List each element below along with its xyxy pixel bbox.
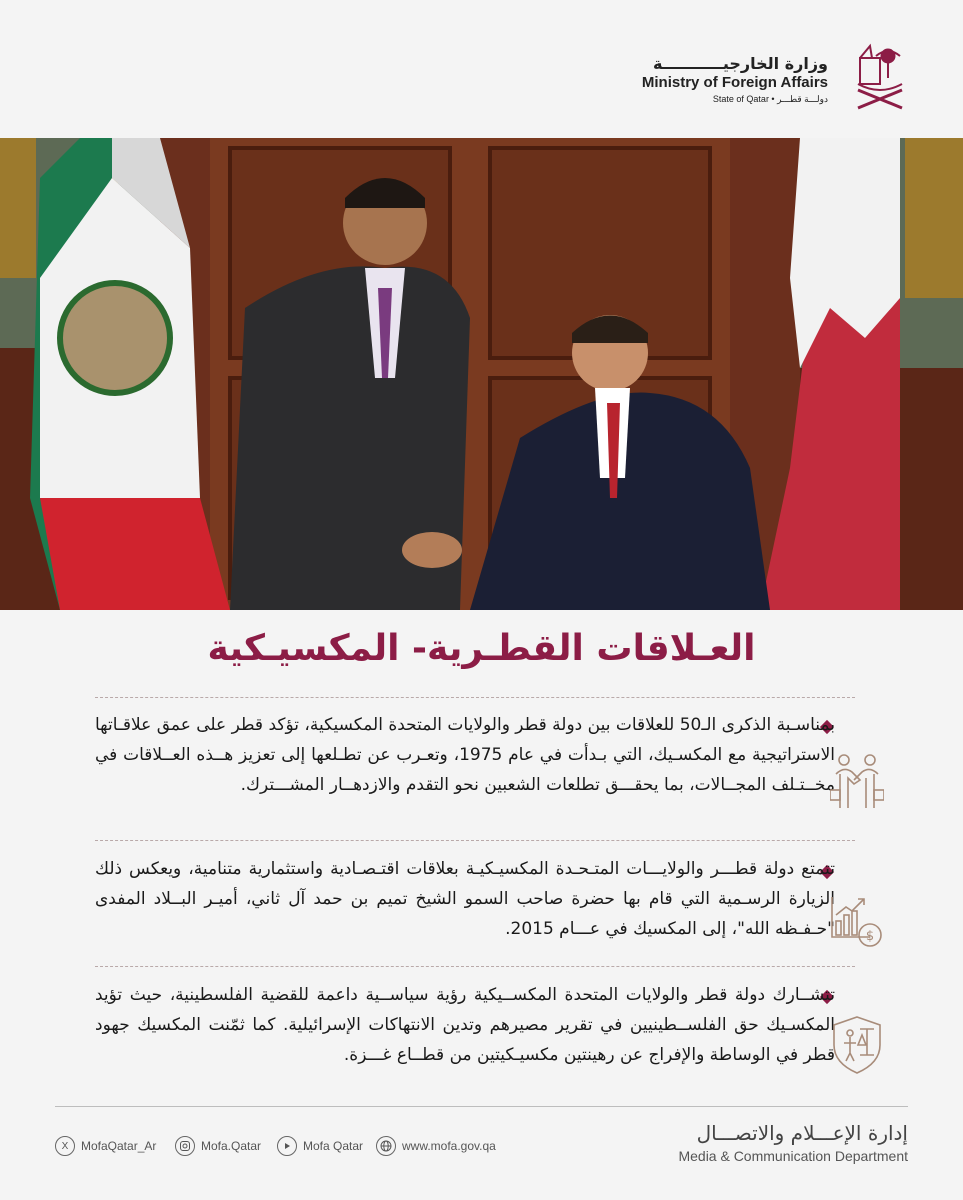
qatar-emblem-icon bbox=[852, 38, 908, 112]
divider bbox=[95, 840, 855, 841]
social-link-youtube[interactable] bbox=[277, 1134, 363, 1158]
ministry-name-en: Ministry of Foreign Affairs bbox=[641, 74, 828, 91]
shield-justice-icon bbox=[830, 1015, 884, 1075]
youtube-icon bbox=[277, 1136, 297, 1156]
footer-divider bbox=[55, 1106, 908, 1107]
x-icon: X bbox=[55, 1136, 75, 1156]
social-link-instagram[interactable] bbox=[175, 1134, 261, 1158]
page-title: العـلاقات القطـرية- المكسيـكية bbox=[207, 628, 756, 669]
ministry-logo-text bbox=[642, 55, 828, 105]
social-label: Mofa.Qatar bbox=[201, 1139, 262, 1153]
ministry-name-ar: وزارة الخارجيـــــــــــة bbox=[652, 54, 828, 73]
divider bbox=[95, 966, 855, 967]
globe-icon bbox=[376, 1136, 396, 1156]
paragraph-economy: تتمتع دولة قطـــر والولايـــات المتـحـدة المكسيـكيـة بعلاقات اقتـصـادية واستثمارية متنامية، ويعكس ذلك الزيارة الرسـمية التي قام بها حضرة صاحب السمو الشيخ تميم بن حمد آل ثاني، أميـر البــلاد المفدى "حـفـظه الله"، إلى المكسيك في عـــام 2015. bbox=[95, 859, 835, 939]
header bbox=[0, 0, 963, 138]
social-link-x[interactable] bbox=[55, 1134, 156, 1158]
social-label: Mofa Qatar bbox=[303, 1139, 364, 1153]
department-name-en: Media & Communication Department bbox=[678, 1148, 908, 1164]
handshake-people-icon bbox=[830, 752, 884, 812]
paragraph-palestine: تتشــارك دولة قطر والولايات المتحدة المكســيكية رؤية سياســية داعمة للقضية الفلسطينية، حيث تؤيد المكسـيك حق الفلســطينيين في تقرير مصيرهم وتدين الانتهاكات الإسرائيلية. كما ثمّنت المكسيك جهود قطر في الوساطة والإفراج عن رهينتين مكسيـكيتين من قطــاع غـــزة. bbox=[95, 985, 835, 1065]
leaders-handshake-photo bbox=[0, 138, 963, 610]
paragraph-anniversary: بمناسـبة الذكرى الـ50 للعلاقات بين دولة قطر والولايات المتحدة المكسيكية، تؤكد قطر على عمق علاقـاتها الاستراتيجية مع المكسـيك، التي بـدأت في عام 1975، وتعـرب عن تطـلعها إلى تعزيز هــذه العــلاقات في مخــتـلف المجــالات، بما يحقـــق تطلعات الشعبين نحو التقدم والازدهــار المشـــترك. bbox=[94, 715, 835, 795]
social-label: MofaQatar_Ar bbox=[81, 1139, 157, 1153]
economy-growth-icon bbox=[830, 893, 884, 953]
social-label: www.mofa.gov.qa bbox=[402, 1139, 496, 1153]
department-signature bbox=[678, 1120, 908, 1166]
social-link-website[interactable] bbox=[376, 1134, 496, 1158]
department-name-ar: إدارة الإعـــلام والاتصـــال bbox=[696, 1121, 908, 1145]
instagram-icon bbox=[175, 1136, 195, 1156]
divider bbox=[95, 697, 855, 698]
state-of-qatar: State of Qatar • دولـــة قطـــر bbox=[712, 94, 828, 104]
svg-text:$: $ bbox=[865, 929, 875, 944]
